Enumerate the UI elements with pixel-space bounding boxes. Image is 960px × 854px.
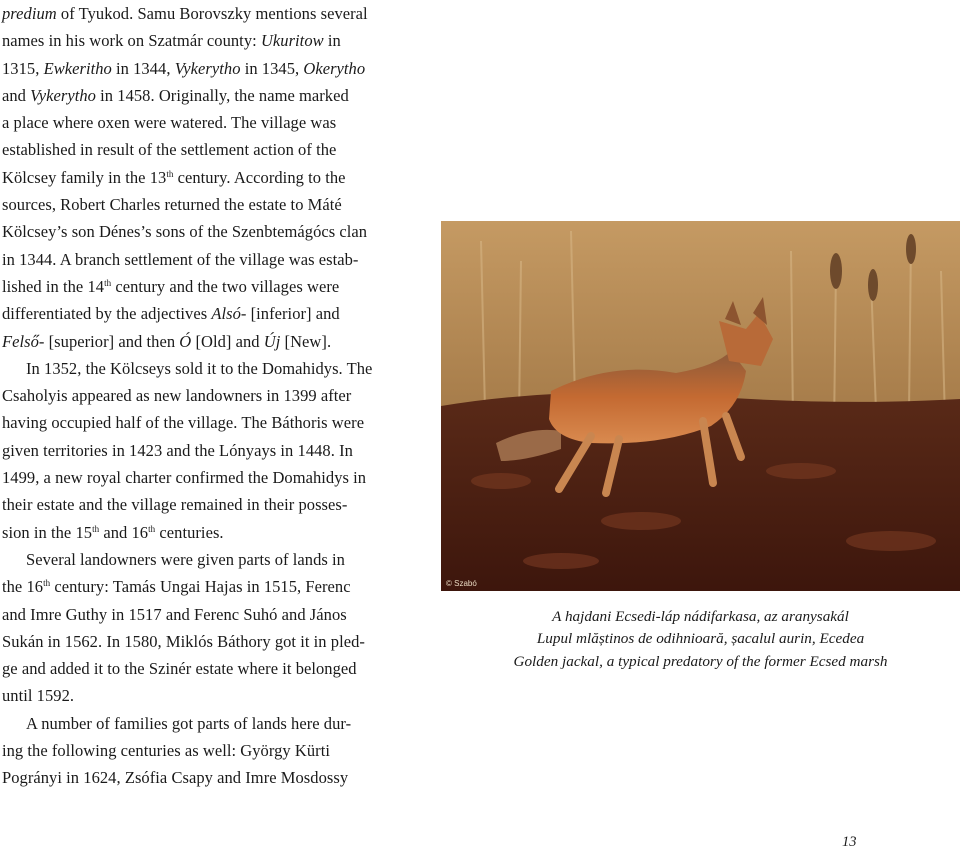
paragraph-1 bbox=[2, 0, 420, 355]
text-line: names in his work on Szatmár county: Ukuritow in bbox=[2, 31, 341, 51]
text-line: A number of families got parts of lands here dur- bbox=[26, 713, 352, 733]
text-line: Sukán in 1562. In 1580, Miklós Báthory got it in pled- bbox=[2, 631, 365, 651]
caption-romanian: Lupul mlăștinos de odihnioară, șacalul aurin, Ecedea bbox=[536, 630, 865, 648]
text-line: Kölcsey’s son Dénes’s sons of the Szenbtemágócs clan bbox=[2, 222, 368, 242]
text-line: given territories in 1423 and the Lónyays in 1448. In bbox=[2, 440, 353, 460]
paragraph-4 bbox=[2, 710, 420, 792]
caption-english: Golden jackal, a typical predatory of the former Ecsed marsh bbox=[513, 652, 888, 670]
text-line: Csaholyis appeared as new landowners in 1399 after bbox=[2, 386, 352, 406]
paragraph-3 bbox=[2, 546, 420, 710]
text-line: Pogrányi in 1624, Zsófia Csapy and Imre Mosdossy bbox=[2, 768, 349, 788]
text-line: ing the following centuries as well: György Kürti bbox=[2, 741, 330, 761]
text-line: 1499, a new royal charter confirmed the Domahidys in bbox=[2, 468, 367, 488]
text-line: until 1592. bbox=[2, 686, 75, 706]
text-line: Kölcsey family in the 13th century. According to the bbox=[2, 167, 346, 187]
caption-hungarian: A hajdani Ecsedi-láp nádifarkasa, az aranysakál bbox=[552, 608, 849, 625]
text-line: Felső- [superior] and then Ó [Old] and Új [New]. bbox=[2, 331, 332, 351]
text-line: their estate and the village remained in their posses- bbox=[2, 495, 348, 515]
text-line: and Vykerytho in 1458. Originally, the name marked bbox=[2, 85, 349, 105]
text-line: Several landowners were given parts of lands in bbox=[26, 549, 345, 569]
page-number: 13 bbox=[842, 834, 857, 850]
jackal-photo bbox=[441, 221, 960, 591]
text-line: established in result of the settlement action of the bbox=[2, 140, 337, 160]
text-line: in 1344. A branch settlement of the village was estab- bbox=[2, 249, 359, 269]
text-line: 1315, Ewkeritho in 1344, Vykerytho in 1345, Okerytho bbox=[2, 58, 366, 78]
text-line: In 1352, the Kölcseys sold it to the Domahidys. The bbox=[26, 358, 373, 378]
text-line: sion in the 15th and 16th centuries. bbox=[2, 522, 224, 542]
paragraph-2 bbox=[2, 355, 420, 546]
text-line: and Imre Guthy in 1517 and Ferenc Suhó and János bbox=[2, 604, 347, 624]
text-line: a place where oxen were watered. The village was bbox=[2, 113, 337, 133]
text-line: having occupied half of the village. The Báthoris were bbox=[2, 413, 365, 433]
photo-credit: © Szabó bbox=[446, 579, 477, 588]
text-line: ge and added it to the Szinér estate where it belonged bbox=[2, 659, 357, 679]
photo-caption bbox=[441, 606, 960, 673]
text-line: differentiated by the adjectives Alsó- [inferior] and bbox=[2, 304, 340, 324]
text-line: lished in the 14th century and the two villages were bbox=[2, 276, 340, 296]
text-line: sources, Robert Charles returned the estate to Máté bbox=[2, 195, 342, 215]
body-text-column bbox=[2, 0, 420, 792]
text-line: predium of Tyukod. Samu Borovszky mentions several bbox=[2, 4, 368, 23]
text-line: the 16th century: Tamás Ungai Hajas in 1515, Ferenc bbox=[2, 577, 351, 597]
jackal-photo-illustration bbox=[441, 221, 960, 591]
